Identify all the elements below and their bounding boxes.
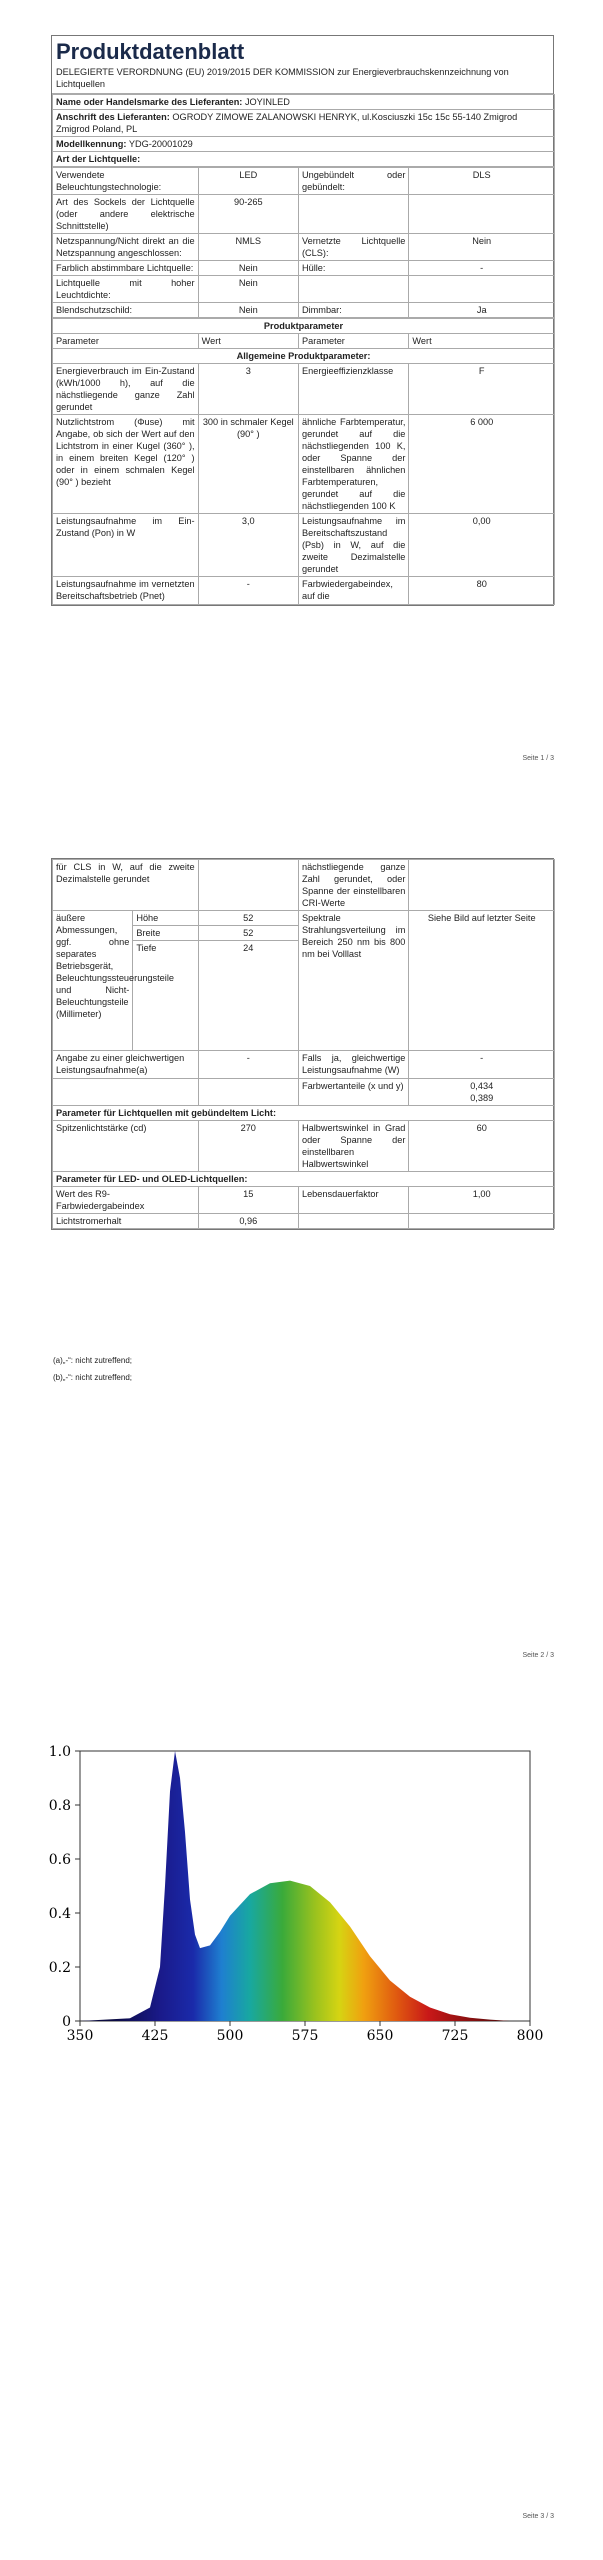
y-tick-label: 0.4 bbox=[48, 1906, 71, 1922]
flux-row bbox=[53, 1214, 555, 1229]
page-1-datasheet bbox=[51, 35, 554, 606]
ls-value: LED bbox=[198, 168, 298, 195]
lifetime-label: Lebensdauerfaktor bbox=[298, 1187, 408, 1214]
gen-row bbox=[53, 364, 555, 415]
model-value: YDG-20001029 bbox=[128, 139, 193, 149]
ls-row bbox=[53, 303, 555, 318]
beam-angle-value: 60 bbox=[409, 1121, 555, 1172]
network-standby-value: - bbox=[198, 577, 298, 605]
x-tick-label: 350 bbox=[66, 2028, 94, 2044]
r9-row bbox=[53, 1187, 555, 1214]
chromaticity-label: Farbwertanteile (x und y) bbox=[298, 1079, 408, 1106]
ls-label-2 bbox=[298, 195, 408, 234]
supplier-name-value: JOYINLED bbox=[244, 97, 290, 107]
light-type-row bbox=[53, 152, 555, 167]
footnote-a: (a)„-“: nicht zutreffend; bbox=[53, 1356, 132, 1365]
ls-label-2: Ungebündelt oder gebündelt: bbox=[298, 168, 408, 195]
gen-label-2: Leistungsaufnahme im Bereitschaftszustand (Psb) in W, auf die zweite Dezimalstelle gerundet bbox=[298, 514, 408, 577]
ls-value: Nein bbox=[198, 276, 298, 303]
ls-row bbox=[53, 234, 555, 261]
product-params-title: Produktparameter bbox=[53, 319, 555, 334]
y-tick-label: 0.6 bbox=[48, 1852, 71, 1868]
ls-label-2: Dimmbar: bbox=[298, 303, 408, 318]
supplier-address-row bbox=[53, 110, 555, 137]
r9-value: 15 bbox=[198, 1187, 298, 1214]
gen-label-2: ähnliche Farbtemperatur, gerundet auf die nächstliegenden 100 K, oder Spanne der einstellbaren ähnlichen Farbtemperaturen, gerundet auf die nächstliegenden 100 K bbox=[298, 415, 408, 514]
equivalent-row bbox=[53, 1051, 555, 1079]
y-axis bbox=[49, 1744, 80, 2030]
gen-value: 3,0 bbox=[198, 514, 298, 577]
lightsource-table bbox=[52, 167, 555, 318]
x-tick-label: 425 bbox=[141, 2028, 169, 2044]
directional-row bbox=[53, 1121, 555, 1172]
gen-row bbox=[53, 514, 555, 577]
col-param-2: Parameter bbox=[298, 334, 408, 349]
r9-label: Wert des R9-Farbwiedergabeindex bbox=[53, 1187, 199, 1214]
supplier-name-row bbox=[53, 95, 555, 110]
ls-value-2: Nein bbox=[409, 234, 555, 261]
gen-label: Nutzlichtstrom (Φuse) mit Angabe, ob sich der Wert auf den Lichtstrom in einer Kugel (360° ), in einem breiten Kegel (120° ) oder in einem schmalen Kegel (90° ) bezieht bbox=[53, 415, 199, 514]
gen-label-2: Energieeffizienzklasse bbox=[298, 364, 408, 415]
ls-label-2: Hülle: bbox=[298, 261, 408, 276]
cri-value: 80 bbox=[409, 577, 555, 605]
ls-row bbox=[53, 195, 555, 234]
gen-value: 3 bbox=[198, 364, 298, 415]
network-standby-label: Leistungsaufnahme im vernetzten Bereitschaftsbetrieb (Pnet) bbox=[53, 577, 199, 605]
model-row bbox=[53, 137, 555, 152]
lifetime-value: 1,00 bbox=[409, 1187, 555, 1214]
col-value-1: Wert bbox=[198, 334, 298, 349]
supplier-table bbox=[52, 94, 555, 167]
product-params-table bbox=[52, 318, 555, 605]
ls-value-2 bbox=[409, 276, 555, 303]
ls-value: NMLS bbox=[198, 234, 298, 261]
gen-value-2: F bbox=[409, 364, 555, 415]
supplier-address-label: Anschrift des Lieferanten: bbox=[56, 112, 170, 122]
model-label: Modellkennung: bbox=[56, 139, 127, 149]
ls-value-2: Ja bbox=[409, 303, 555, 318]
page-number-2: Seite 2 / 3 bbox=[522, 1652, 554, 1659]
spectral-value: Siehe Bild auf letzter Seite bbox=[409, 911, 555, 1051]
dim-value-width: 52 bbox=[198, 926, 298, 941]
dimensions-row-height bbox=[53, 911, 555, 926]
flux-label: Lichtstromerhalt bbox=[53, 1214, 199, 1229]
x-tick-label: 575 bbox=[291, 2028, 319, 2044]
light-type-label: Art der Lichtquelle: bbox=[56, 154, 141, 164]
ls-label: Netzspannung/Nicht direkt an die Netzspannung angeschlossen: bbox=[53, 234, 199, 261]
page-title: Produktdatenblatt bbox=[56, 39, 245, 64]
chromaticity-value: 0,434 0,389 bbox=[409, 1079, 555, 1106]
ls-row bbox=[53, 276, 555, 303]
x-tick-label: 500 bbox=[216, 2028, 244, 2044]
beam-angle-label: Halbwertswinkel in Grad oder Spanne der einstellbaren Halbwertswinkel bbox=[298, 1121, 408, 1172]
gen-value-2: 0,00 bbox=[409, 514, 555, 577]
led-title: Parameter für LED- und OLED-Lichtquellen: bbox=[53, 1172, 555, 1187]
ls-label: Blendschutzschild: bbox=[53, 303, 199, 318]
cri-label-part1: Farbwiedergabeindex, auf die bbox=[298, 577, 408, 605]
ls-value-2 bbox=[409, 195, 555, 234]
ls-label-2: Vernetzte Lichtquelle (CLS): bbox=[298, 234, 408, 261]
ls-value-2: DLS bbox=[409, 168, 555, 195]
chromaticity-row bbox=[53, 1079, 555, 1106]
page-number-1: Seite 1 / 3 bbox=[522, 755, 554, 762]
peak-intensity-value: 270 bbox=[198, 1121, 298, 1172]
ls-label: Lichtquelle mit hoher Leuchtdichte: bbox=[53, 276, 199, 303]
directional-title: Parameter für Lichtquellen mit gebündeltem Licht: bbox=[53, 1106, 555, 1121]
ls-row bbox=[53, 168, 555, 195]
supplier-name-label: Name oder Handelsmarke des Lieferanten: bbox=[56, 97, 243, 107]
cri-label-part2: nächstliegende ganze Zahl gerundet, oder Spanne der einstellbaren CRI-Werte bbox=[298, 860, 408, 911]
regulation-text: DELEGIERTE VERORDNUNG (EU) 2019/2015 DER KOMMISSION zur Energieverbrauchskennzeichnung von Lichtquellen bbox=[52, 66, 553, 94]
x-axis bbox=[67, 2021, 544, 2044]
gen-label: Leistungsaufnahme im Ein-Zustand (Pon) in W bbox=[53, 514, 199, 577]
dim-value-depth: 24 bbox=[198, 941, 298, 1051]
spectral-label: Spektrale Strahlungsverteilung im Bereich 250 nm bis 800 nm bei Volllast bbox=[298, 911, 408, 1051]
network-standby-label-cont: für CLS in W, auf die zweite Dezimalstelle gerundet bbox=[53, 860, 199, 911]
y-tick-label: 1.0 bbox=[48, 1744, 71, 1760]
ls-value-2: - bbox=[409, 261, 555, 276]
equivalent-label: Angabe zu einer gleichwertigen Leistungsaufnahme(a) bbox=[53, 1051, 199, 1079]
y-tick-label: 0.8 bbox=[48, 1798, 71, 1814]
x-tick-label: 800 bbox=[516, 2028, 544, 2044]
product-params-header bbox=[53, 334, 555, 349]
equivalent-power-value: - bbox=[409, 1051, 555, 1079]
col-value-2: Wert bbox=[409, 334, 555, 349]
ls-value: Nein bbox=[198, 261, 298, 276]
flux-value: 0,96 bbox=[198, 1214, 298, 1229]
dim-name-depth: Tiefe bbox=[133, 941, 198, 1051]
y-tick-label: 0 bbox=[62, 2014, 71, 2030]
standby-network-row-part1 bbox=[53, 577, 555, 605]
page-2-datasheet bbox=[51, 858, 554, 1230]
ls-label: Verwendete Beleuchtungstechnologie: bbox=[53, 168, 199, 195]
ls-value: 90-265 bbox=[198, 195, 298, 234]
dim-value-height: 52 bbox=[198, 911, 298, 926]
supplier-address-value: OGRODY ZIMOWE ZALANOWSKI HENRYK, ul.Kosciuszki 15c 15c 55-140 Zmigrod Zmigrod Poland, PL bbox=[56, 112, 518, 134]
x-tick-label: 650 bbox=[366, 2028, 394, 2044]
x-tick-label: 725 bbox=[441, 2028, 469, 2044]
spectrum-area bbox=[80, 1751, 510, 2021]
col-param-1: Parameter bbox=[53, 334, 199, 349]
standby-network-row-part2 bbox=[53, 860, 555, 911]
general-params-title: Allgemeine Produktparameter: bbox=[53, 349, 555, 364]
ls-row bbox=[53, 261, 555, 276]
product-params-table-cont bbox=[52, 859, 555, 1229]
gen-row bbox=[53, 415, 555, 514]
page-number-3: Seite 3 / 3 bbox=[522, 2513, 554, 2520]
dim-name-width: Breite bbox=[133, 926, 198, 941]
gen-value: 300 in schmaler Kegel (90° ) bbox=[198, 415, 298, 514]
ls-label: Farblich abstimmbare Lichtquelle: bbox=[53, 261, 199, 276]
footnote-b: (b)„-“: nicht zutreffend; bbox=[53, 1373, 132, 1382]
gen-value-2: 6 000 bbox=[409, 415, 555, 514]
dimensions-label: äußere Abmessungen, ggf. ohne separates Betriebsgerät, Beleuchtungssteuerungsteile und Nicht-Beleuchtungsteile (Millimeter) bbox=[53, 911, 133, 1051]
ls-label-2 bbox=[298, 276, 408, 303]
spectrum-chart bbox=[0, 1735, 603, 2044]
peak-intensity-label: Spitzenlichtstärke (cd) bbox=[53, 1121, 199, 1172]
gen-label: Energieverbrauch im Ein-Zustand (kWh/1000 h), auf die nächstliegende ganze Zahl gerundet bbox=[53, 364, 199, 415]
ls-value: Nein bbox=[198, 303, 298, 318]
y-tick-label: 0.2 bbox=[48, 1960, 71, 1976]
equivalent-power-label: Falls ja, gleichwertige Leistungsaufnahme (W) bbox=[298, 1051, 408, 1079]
ls-label: Art des Sockels der Lichtquelle (oder andere elektrische Schnittstelle) bbox=[53, 195, 199, 234]
equivalent-value: - bbox=[198, 1051, 298, 1079]
dim-name-height: Höhe bbox=[133, 911, 198, 926]
